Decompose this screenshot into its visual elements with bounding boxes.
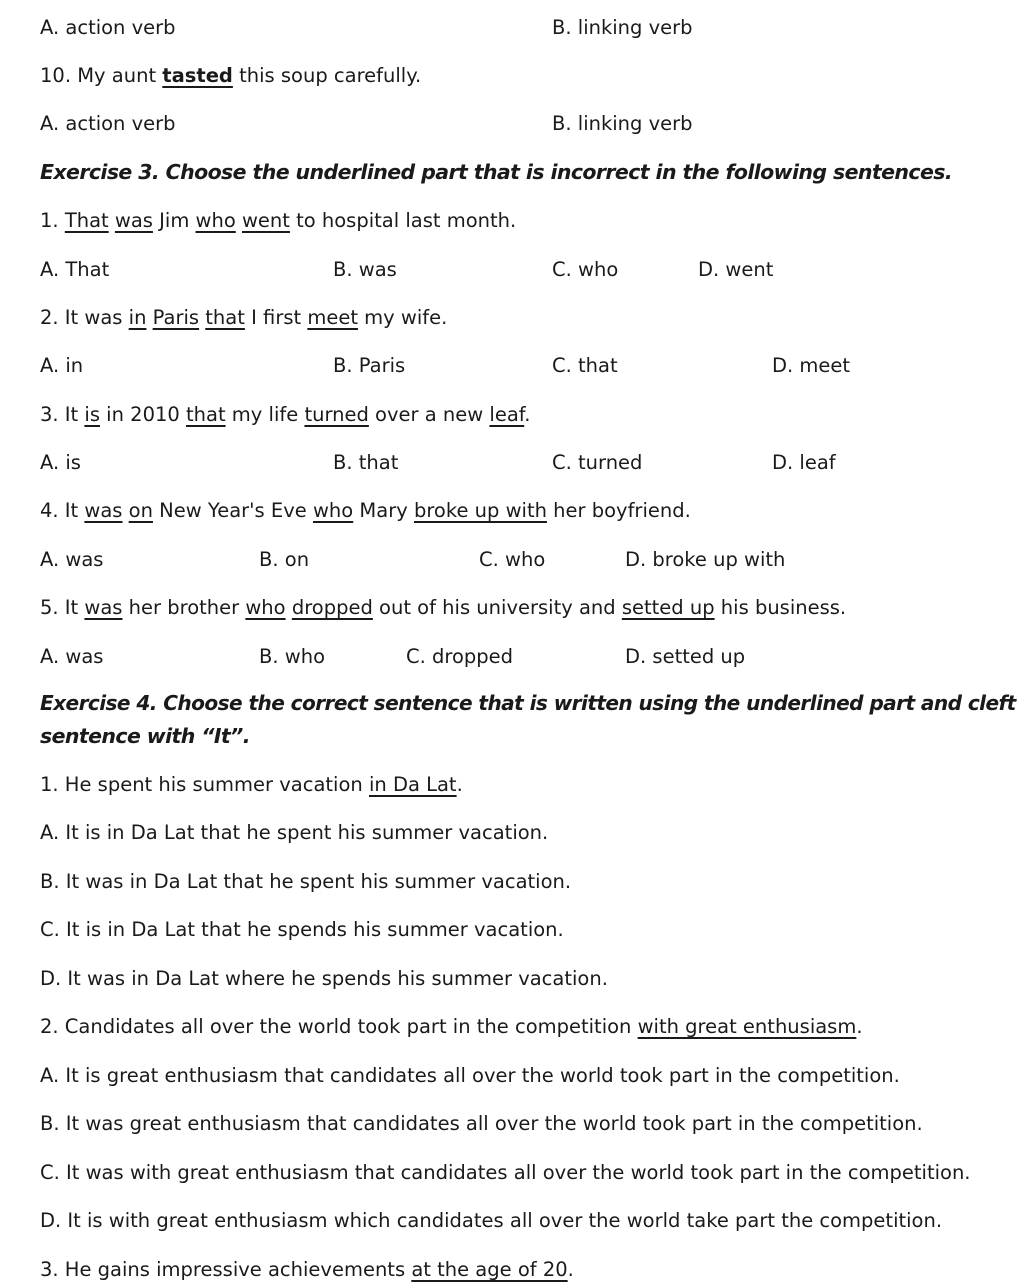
underlined-part: turned [304, 403, 369, 426]
option-c: C. who [552, 258, 619, 281]
text: her brother [122, 596, 246, 619]
option-a: A. That [40, 258, 110, 281]
option-a: A. action verb [40, 112, 176, 135]
option-c: C. It was with great enthusiasm that candidates all over the world took part in the competition. [40, 1161, 971, 1184]
text: 1. [40, 209, 65, 232]
text: her boyfriend. [546, 499, 691, 522]
option-d: D. went [698, 258, 774, 281]
text: 2. It was [40, 306, 129, 329]
underlined-part: at the age of 20 [411, 1258, 568, 1281]
option-c: C. turned [552, 451, 643, 474]
option-a: A. was [40, 548, 104, 571]
option-c: C. that [552, 354, 618, 377]
option-c: C. It is in Da Lat that he spends his summer vacation. [40, 918, 564, 941]
underlined-part: was [114, 209, 153, 232]
underlined-part: That [64, 209, 109, 232]
option-c: C. dropped [406, 645, 514, 668]
option-b: B. It was great enthusiasm that candidates all over the world took part in the competition. [40, 1112, 923, 1135]
text: Mary [353, 499, 414, 522]
underlined-part: in Da Lat [368, 773, 457, 796]
option-b: B. linking verb [552, 16, 693, 39]
option-b: B. Paris [333, 354, 406, 377]
text: my life [225, 403, 305, 426]
option-a: A. action verb [40, 16, 176, 39]
option-d: D. setted up [625, 645, 746, 668]
text: in 2010 [99, 403, 186, 426]
option-d: D. leaf [772, 451, 836, 474]
text: New Year's Eve [152, 499, 313, 522]
text: my wife. [357, 306, 448, 329]
text: . [856, 1015, 863, 1038]
ex3-question-5 [40, 595, 846, 621]
exercise-4-heading-cont: sentence with “It”. [40, 724, 250, 748]
text: Jim [152, 209, 196, 232]
text: over a new [368, 403, 490, 426]
ex3-question-3 [40, 402, 530, 428]
text: . [456, 773, 463, 796]
underlined-part: who [312, 499, 354, 522]
exercise-4-heading: Exercise 4. Choose the correct sentence that is written using the underlined part and cleft [40, 691, 1016, 715]
underlined-part: in [128, 306, 147, 329]
text: I first [244, 306, 308, 329]
option-b: B. that [333, 451, 399, 474]
underlined-part: that [205, 306, 245, 329]
underlined-word: tasted [162, 64, 233, 87]
underlined-part: who [195, 209, 236, 232]
option-d: D. meet [772, 354, 851, 377]
ex4-question-1 [40, 772, 463, 798]
option-d: D. It was in Da Lat where he spends his summer vacation. [40, 967, 608, 990]
option-d: D. It is with great enthusiasm which candidates all over the world take part the competition. [40, 1209, 943, 1232]
underlined-part: leaf [489, 403, 525, 426]
option-b: B. on [259, 548, 310, 571]
ex4-question-3 [40, 1257, 574, 1283]
underlined-part: meet [307, 306, 358, 329]
text: . [524, 403, 531, 426]
text: to hospital last month. [289, 209, 517, 232]
option-c: C. who [479, 548, 546, 571]
underlined-part: who [245, 596, 286, 619]
text: . [567, 1258, 574, 1281]
question-text: this soup carefully. [232, 64, 422, 87]
underlined-part: was [84, 596, 123, 619]
question-10 [40, 63, 421, 89]
underlined-part: Paris [152, 306, 200, 329]
option-a: A. It is great enthusiasm that candidates all over the world took part in the competition. [40, 1064, 900, 1087]
text: 4. It [40, 499, 85, 522]
underlined-part: broke up with [413, 499, 547, 522]
ex3-question-1 [40, 208, 516, 234]
underlined-part: is [84, 403, 100, 426]
underlined-part: on [128, 499, 153, 522]
option-b: B. linking verb [552, 112, 693, 135]
option-b: B. was [333, 258, 397, 281]
option-a: A. It is in Da Lat that he spent his summer vacation. [40, 821, 549, 844]
ex4-question-2 [40, 1014, 863, 1040]
ex3-question-2 [40, 305, 447, 331]
text: 3. It [40, 403, 85, 426]
underlined-part: went [241, 209, 290, 232]
text: 2. Candidates all over the world took part in the competition [40, 1015, 638, 1038]
question-text: 10. My aunt [40, 64, 163, 87]
text: 1. He spent his summer vacation [40, 773, 369, 796]
underlined-part: with great enthusiasm [637, 1015, 857, 1038]
ex3-question-4 [40, 498, 691, 524]
text: 5. It [40, 596, 85, 619]
text: out of his university and [372, 596, 622, 619]
underlined-part: was [84, 499, 123, 522]
option-a: A. is [40, 451, 81, 474]
option-b: B. It was in Da Lat that he spent his summer vacation. [40, 870, 572, 893]
option-a: A. was [40, 645, 104, 668]
option-b: B. who [259, 645, 326, 668]
underlined-part: that [185, 403, 226, 426]
option-a: A. in [40, 354, 84, 377]
underlined-part: dropped [291, 596, 373, 619]
option-d: D. broke up with [625, 548, 786, 571]
exercise-3-heading: Exercise 3. Choose the underlined part that is incorrect in the following sentences. [40, 160, 953, 184]
text: his business. [714, 596, 847, 619]
underlined-part: setted up [621, 596, 715, 619]
text: 3. He gains impressive achievements [40, 1258, 412, 1281]
